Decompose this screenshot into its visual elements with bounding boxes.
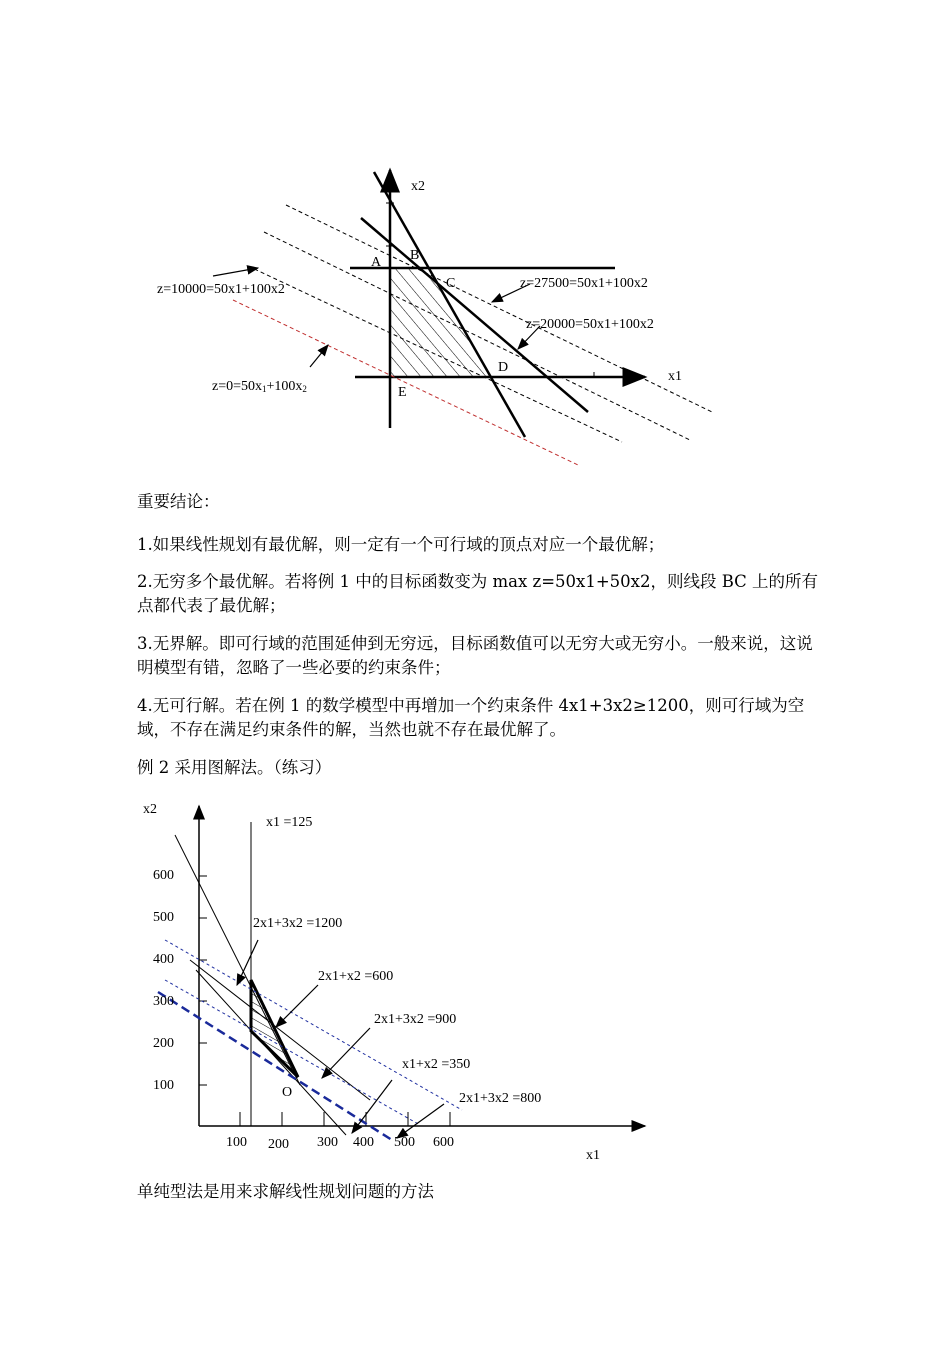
- label-2x1-x2-600: 2x1+x2 =600: [318, 969, 394, 984]
- arrow-z10000: [213, 268, 258, 276]
- point-d-label: D: [498, 360, 509, 375]
- fig2-x1-label: x1: [586, 1148, 600, 1163]
- x-tick-500: 500: [394, 1135, 415, 1150]
- conclusion-item-2: 2.无穷多个最优解。若将例 1 中的目标函数变为 max z=50x1+50x2，则线段 BC 上的所有点都代表了最优解；: [137, 572, 818, 615]
- y-tick-200: 200: [153, 1036, 174, 1051]
- arrow-c900: [322, 1028, 370, 1078]
- label-2x1-3x2-1200: 2x1+3x2 =1200: [253, 916, 343, 931]
- z10000-label: z=10000=50x1+100x2: [157, 282, 285, 297]
- fig1-x2-label: x2: [411, 179, 425, 194]
- feasible-region: [390, 268, 492, 377]
- point-e-label: E: [398, 385, 407, 400]
- z20000-label: z=20000=50x1+100x2: [526, 317, 654, 332]
- x-tick-100: 100: [226, 1135, 247, 1150]
- arrow-c800: [397, 1104, 444, 1138]
- arrow-z0: [310, 345, 328, 367]
- fig1-x1-label: x1: [668, 369, 682, 384]
- conclusion-item-3: 3.无界解。即可行域的范围延伸到无穷远，目标函数值可以无穷大或无穷小。一般来说，这说明模型有错，忽略了一些必要的约束条件；: [137, 634, 813, 677]
- x-tick-400: 400: [353, 1135, 374, 1150]
- conclusion-item-1: 1.如果线性规划有最优解，则一定有一个可行域的顶点对应一个最优解；: [137, 535, 665, 554]
- dashed-line-middle: [165, 980, 420, 1125]
- fig2-origin-label: O: [282, 1085, 293, 1100]
- objective-line-20000: [264, 232, 690, 440]
- conclusion-item-4: 4.无可行解。若在例 1 的数学模型中再增加一个约束条件 4x1+3x2≥1200，则可行域为空域，不存在满足约束条件的解，当然也就不存在最优解了。: [137, 696, 805, 739]
- example2-title: 例 2 采用图解法。（练习）: [137, 758, 332, 777]
- objective-line-27500: [286, 205, 712, 412]
- line-x1-x2-350: [196, 970, 346, 1135]
- arrow-c350: [352, 1080, 392, 1133]
- arrow-c1200: [237, 940, 258, 985]
- y-tick-300: 300: [153, 994, 174, 1009]
- label-2x1-3x2-800: 2x1+3x2 =800: [459, 1091, 542, 1106]
- x-tick-300: 300: [317, 1135, 338, 1150]
- line-2x1-x2-600: [175, 835, 300, 1085]
- arrow-c600: [276, 985, 318, 1027]
- y-tick-600: 600: [153, 868, 174, 883]
- point-c-label: C: [446, 276, 456, 291]
- y-tick-400: 400: [153, 952, 174, 967]
- figure1-diagram: [0, 0, 952, 480]
- x-tick-200: 200: [268, 1137, 289, 1152]
- y-tick-500: 500: [153, 910, 174, 925]
- point-b-label: B: [410, 248, 420, 263]
- z27500-label: z=27500=50x1+100x2: [520, 276, 648, 291]
- fig2-x2-label: x2: [143, 802, 157, 817]
- label-2x1-3x2-900: 2x1+3x2 =900: [374, 1012, 457, 1027]
- z0-label: $z=0=50x_1+100x_2$: [212, 379, 307, 394]
- label-x1-x2-350: x1+x2 =350: [402, 1057, 471, 1072]
- footer-text: 单纯型法是用来求解线性规划问题的方法: [137, 1182, 434, 1201]
- dashed-line-bold: [158, 992, 392, 1140]
- x-tick-600: 600: [433, 1135, 454, 1150]
- point-a-label: A: [371, 255, 382, 270]
- y-tick-100: 100: [153, 1078, 174, 1093]
- fig2-feasible-region: [251, 980, 298, 1077]
- conclusions-heading: 重要结论：: [137, 492, 220, 511]
- label-x1-125: x1 =125: [266, 815, 313, 830]
